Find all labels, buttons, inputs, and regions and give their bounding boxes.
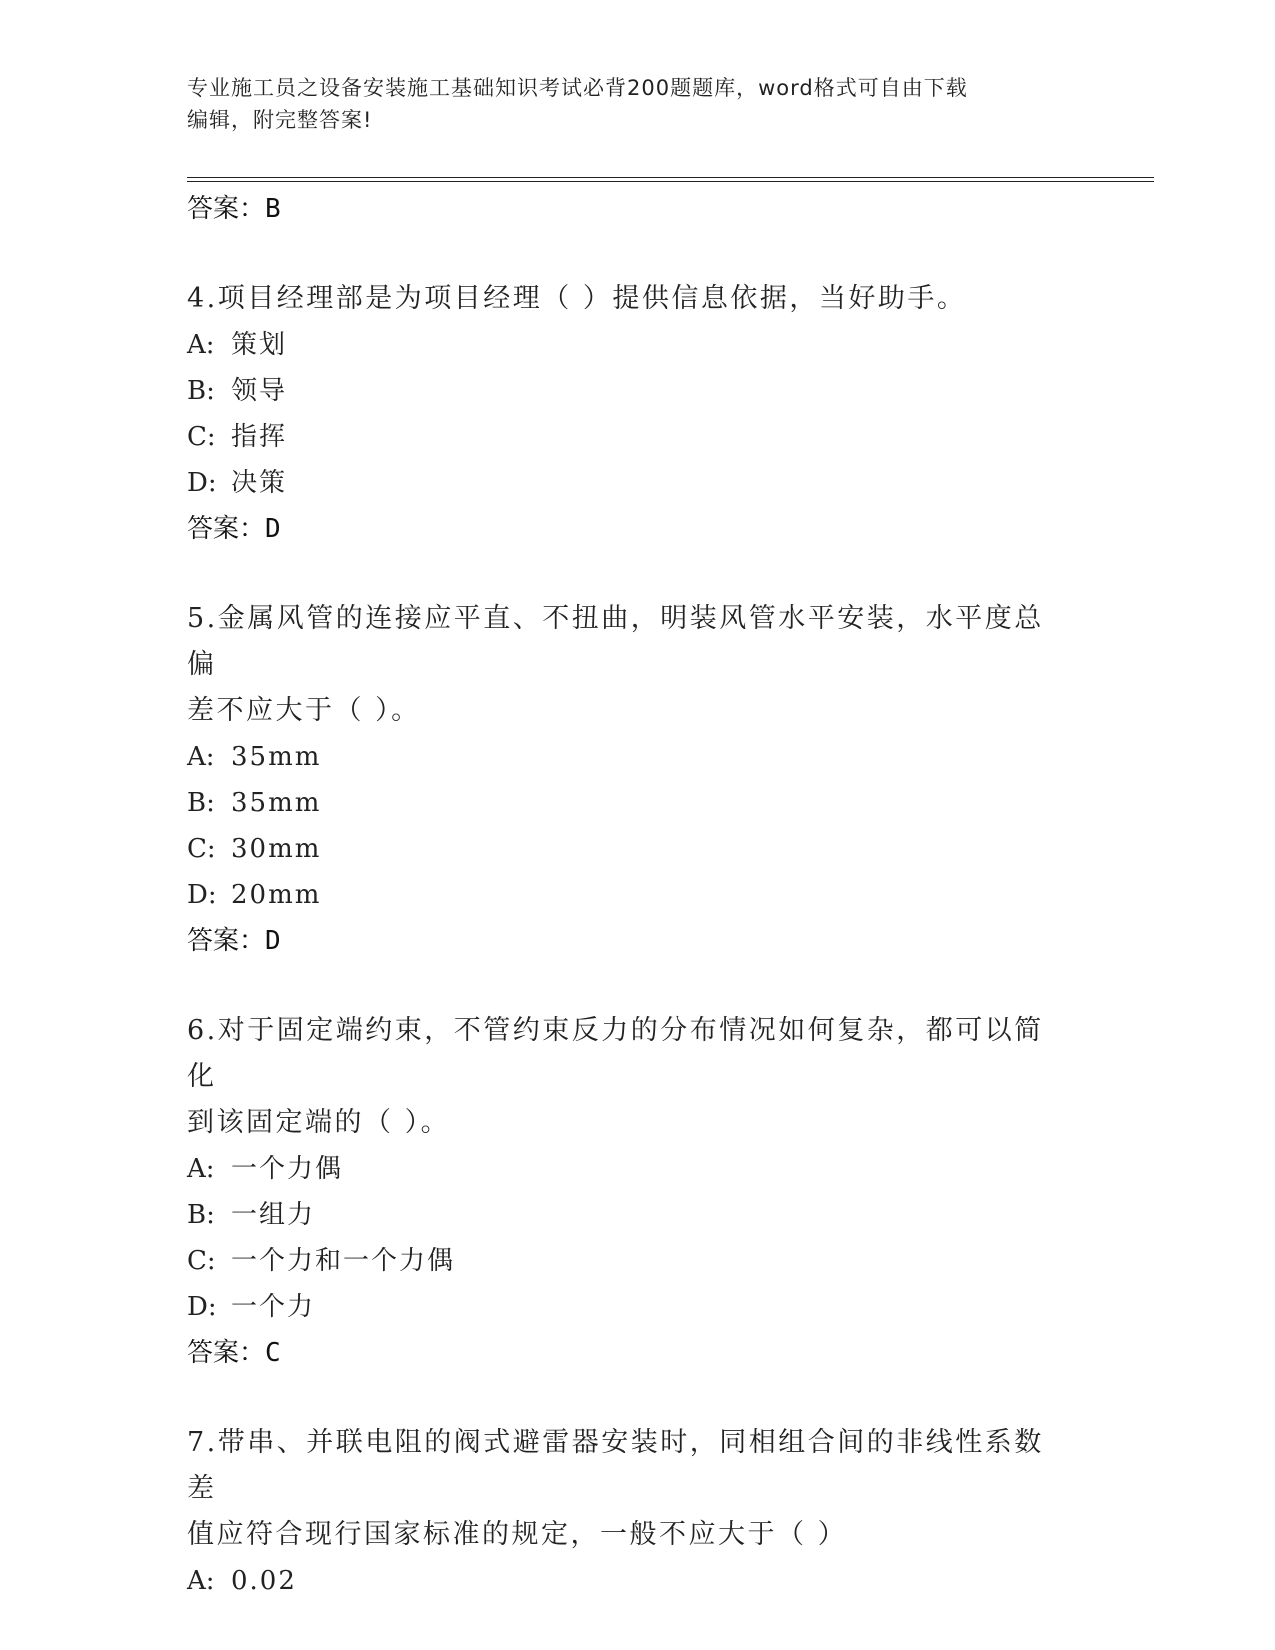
option-letter: B: (187, 1200, 215, 1230)
question-stem-line-1: 6.对于固定端约束，不管约束反力的分布情况如何复杂，都可以简化 (187, 1015, 1044, 1092)
option-letter: D: (187, 468, 217, 498)
option-d (187, 460, 1067, 506)
document-body (187, 186, 1067, 1604)
option-d (187, 1284, 1067, 1330)
option-a (187, 322, 1067, 368)
option-c (187, 826, 1067, 872)
option-a (187, 1558, 1067, 1604)
header-title-line-1: 专业施工员之设备安装施工基础知识考试必背200题题库，word格式可自由下载 (187, 76, 968, 100)
question-block-5 (187, 596, 1067, 964)
question-block-4 (187, 276, 1067, 552)
option-text: 指挥 (231, 422, 288, 452)
option-a (187, 734, 1067, 780)
option-letter: B: (187, 376, 215, 406)
option-c (187, 1238, 1067, 1284)
option-text: 决策 (231, 468, 288, 498)
option-c (187, 414, 1067, 460)
option-d (187, 872, 1067, 918)
page-header (187, 72, 1087, 136)
option-b (187, 368, 1067, 414)
question-stem-line-1: 7.带串、并联电阻的阀式避雷器安装时，同相组合间的非线性系数差 (187, 1427, 1044, 1504)
option-letter: A: (187, 1154, 215, 1184)
option-b (187, 1192, 1067, 1238)
question-stem: 4.项目经理部是为项目经理（ ）提供信息依据，当好助手。 (187, 283, 967, 314)
option-text: 一个力偶 (231, 1154, 344, 1184)
option-text: 35mm (231, 742, 322, 772)
option-letter: C: (187, 422, 216, 452)
option-letter: B: (187, 788, 215, 818)
option-text: 一组力 (231, 1200, 316, 1230)
option-letter: C: (187, 1246, 216, 1276)
answer-line: 答案：C (187, 1338, 281, 1368)
question-stem (187, 1008, 1067, 1146)
question-stem-line-1: 5.金属风管的连接应平直、不扭曲，明装风管水平安装，水平度总偏 (187, 603, 1044, 680)
question-stem (187, 596, 1067, 734)
header-title-line-2: 编辑，附完整答案! (187, 108, 373, 132)
option-a (187, 1146, 1067, 1192)
option-letter: A: (187, 1566, 215, 1596)
option-text: 20mm (231, 880, 322, 910)
option-text: 0.02 (231, 1566, 297, 1596)
question-stem-line-2: 值应符合现行国家标准的规定，一般不应大于（ ） (187, 1519, 848, 1550)
option-letter: D: (187, 1292, 217, 1322)
option-letter: C: (187, 834, 216, 864)
option-text: 一个力 (231, 1292, 316, 1322)
option-text: 35mm (231, 788, 322, 818)
option-text: 策划 (231, 330, 288, 360)
question-stem (187, 1420, 1067, 1558)
option-text: 一个力和一个力偶 (231, 1246, 456, 1276)
answer-line: 答案：D (187, 926, 281, 956)
option-letter: A: (187, 742, 215, 772)
question-stem-line-2: 差不应大于（ ）。 (187, 695, 421, 726)
option-text: 领导 (231, 376, 288, 406)
question-block-7 (187, 1420, 1067, 1604)
option-letter: D: (187, 880, 217, 910)
option-letter: A: (187, 330, 215, 360)
header-double-rule (187, 177, 1154, 182)
question-stem-line-2: 到该固定端的（ ）。 (187, 1107, 451, 1138)
option-text: 30mm (231, 834, 322, 864)
option-b (187, 780, 1067, 826)
answer-line: 答案：B (187, 194, 281, 224)
answer-line: 答案：D (187, 514, 281, 544)
question-block-6 (187, 1008, 1067, 1376)
